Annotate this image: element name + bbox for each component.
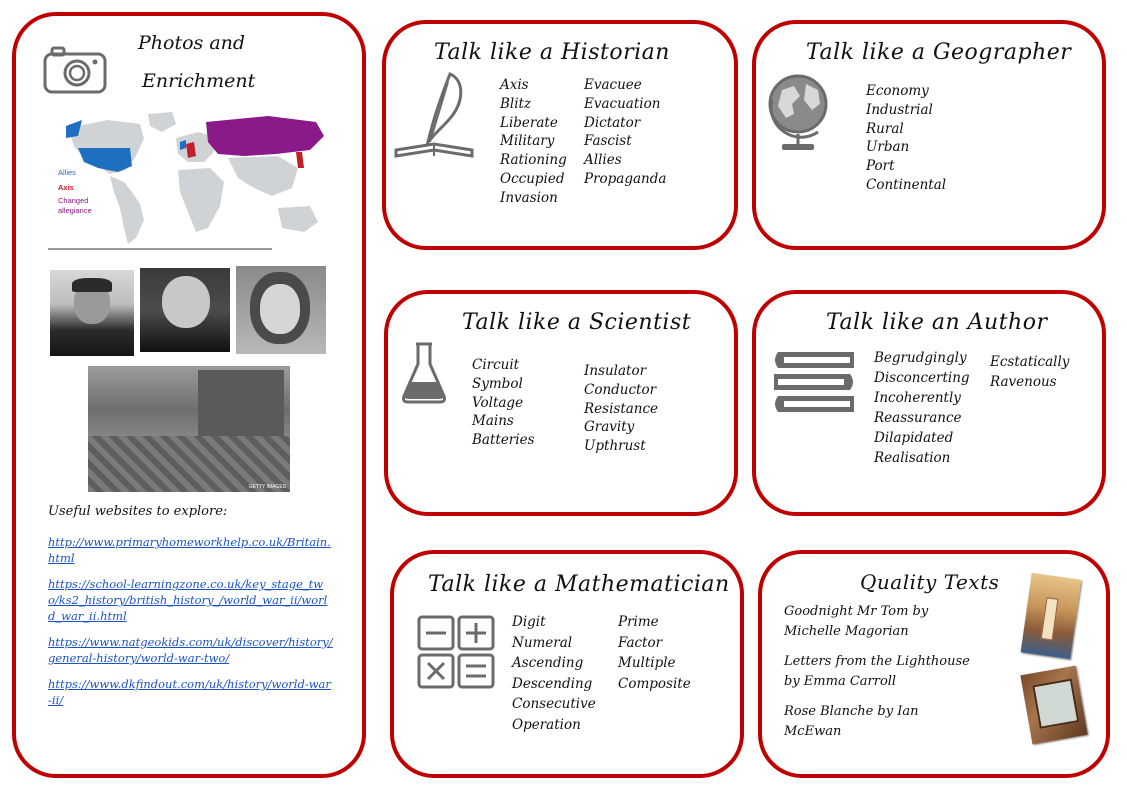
books-icon (770, 348, 862, 422)
scientist-word: Gravity (584, 419, 635, 436)
author-word: Incoherently (874, 390, 961, 406)
geographer-word: Continental (866, 176, 947, 193)
map-legend-axis: Axis (58, 183, 74, 192)
historian-word: Evacuee (584, 77, 642, 93)
book-title-3: Rose Blanche by Ian McEwan (784, 704, 919, 739)
mathematician-word: Ascending (512, 655, 584, 671)
scientist-word: Resistance (584, 400, 659, 417)
mathematician-word: Factor (618, 634, 663, 651)
website-link-2[interactable]: https://school-learningzone.co.uk/key_stage_two/ks2_history/british_history_/world_war_ii/world_war_ii.html (48, 577, 328, 623)
scientist-word: Symbol (472, 375, 523, 392)
scientist-word: Insulator (584, 363, 647, 379)
historian-card (382, 20, 738, 250)
scientist-word: Upthrust (584, 438, 646, 455)
scientist-card (384, 290, 738, 516)
author-word: Realisation (874, 450, 951, 466)
website-link-4[interactable]: https://www.dkfindout.com/uk/history/world-war-ii/ (48, 677, 331, 707)
scientist-list-2 (584, 362, 658, 456)
calculator-icon (416, 614, 496, 690)
author-word: Ecstatically (990, 354, 1070, 370)
quill-book-icon (392, 70, 478, 162)
geographer-word: Economy (866, 83, 929, 99)
mathematician-title: Talk like a Mathematician (428, 572, 730, 597)
historian-word: Liberate (500, 114, 558, 131)
website-link-1[interactable]: http://www.primaryhomeworkhelp.co.uk/Britain.html (48, 535, 331, 565)
historian-word: Axis (500, 77, 529, 93)
historian-word: Rationing (500, 152, 567, 169)
historian-word: Allies (584, 152, 622, 169)
author-card (752, 290, 1106, 516)
historian-word: Military (500, 133, 555, 150)
mathematician-word: Descending (512, 675, 593, 692)
author-word: Reassurance (874, 410, 962, 426)
mathematician-word: Digit (512, 614, 546, 630)
mathematician-card (390, 550, 744, 778)
historian-word: Fascist (584, 133, 632, 150)
geographer-word: Port (866, 158, 895, 175)
scientist-word: Mains (472, 413, 514, 430)
historian-word: Dictator (584, 114, 641, 131)
mathematician-list-1 (512, 612, 596, 735)
camera-icon (42, 44, 108, 96)
geographer-list (866, 82, 946, 195)
website-link-3[interactable]: https://www.natgeokids.com/uk/discover/history/general-history/world-war-two/ (48, 635, 333, 665)
historian-list-1 (500, 76, 567, 208)
website-links (48, 534, 333, 718)
historian-word: Evacuation (584, 95, 661, 112)
photos-title-line2: Enrichment (142, 70, 256, 92)
mathematician-word: Composite (618, 675, 691, 692)
portrait-photo-2 (140, 268, 230, 352)
book-title-1: Goodnight Mr Tom by Michelle Magorian (784, 604, 929, 639)
author-word: Dilapidated (874, 430, 954, 446)
scientist-word: Circuit (472, 357, 520, 373)
scientist-title: Talk like a Scientist (462, 310, 692, 335)
author-word: Ravenous (990, 374, 1057, 390)
geographer-word: Rural (866, 120, 904, 137)
mathematician-word: Consecutive (512, 696, 596, 712)
photos-enrichment-card (12, 12, 366, 778)
historian-word: Occupied (500, 170, 565, 187)
scientist-word: Conductor (584, 381, 657, 398)
websites-heading: Useful websites to explore: (48, 504, 228, 519)
geographer-card (752, 20, 1106, 250)
geographer-title: Talk like a Geographer (806, 40, 1072, 65)
photo-credit: GETTY IMAGES (248, 484, 286, 490)
author-title: Talk like an Author (826, 310, 1048, 335)
historian-word: Propaganda (584, 170, 667, 187)
map-legend-allies: Allies (58, 168, 76, 177)
mathematician-word: Numeral (512, 634, 573, 651)
blitz-rubble-photo (88, 366, 290, 492)
author-list-1 (874, 348, 970, 468)
geographer-word: Industrial (866, 101, 933, 118)
historian-word: Invasion (500, 189, 558, 206)
author-list-2 (990, 352, 1069, 392)
photos-title-line1: Photos and (138, 32, 246, 54)
globe-icon (764, 70, 834, 154)
author-word: Disconcerting (874, 370, 970, 386)
author-word: Begrudgingly (874, 350, 967, 366)
book-cover-1 (1021, 573, 1082, 659)
portrait-photo-1 (50, 270, 134, 356)
book-cover-2 (1020, 666, 1087, 745)
book-list (784, 602, 974, 752)
mathematician-word: Operation (512, 716, 581, 733)
scientist-list-1 (472, 356, 535, 450)
quality-texts-card (758, 550, 1110, 778)
map-legend-changed: Changed allegiance (58, 196, 92, 215)
historian-word: Blitz (500, 95, 532, 112)
quality-texts-title: Quality Texts (860, 570, 1000, 594)
mathematician-word: Prime (618, 614, 659, 630)
book-title-2: Letters from the Lighthouse by Emma Carroll (784, 654, 970, 689)
scientist-word: Voltage (472, 394, 524, 411)
historian-list-2 (584, 76, 666, 189)
portrait-photo-3 (236, 266, 326, 354)
flask-icon (400, 340, 448, 406)
world-map-image (48, 108, 332, 250)
mathematician-list-2 (618, 612, 691, 694)
geographer-word: Urban (866, 139, 910, 156)
ww2-map (48, 108, 332, 250)
mathematician-word: Multiple (618, 655, 676, 671)
historian-title: Talk like a Historian (434, 40, 670, 65)
scientist-word: Batteries (472, 432, 535, 449)
